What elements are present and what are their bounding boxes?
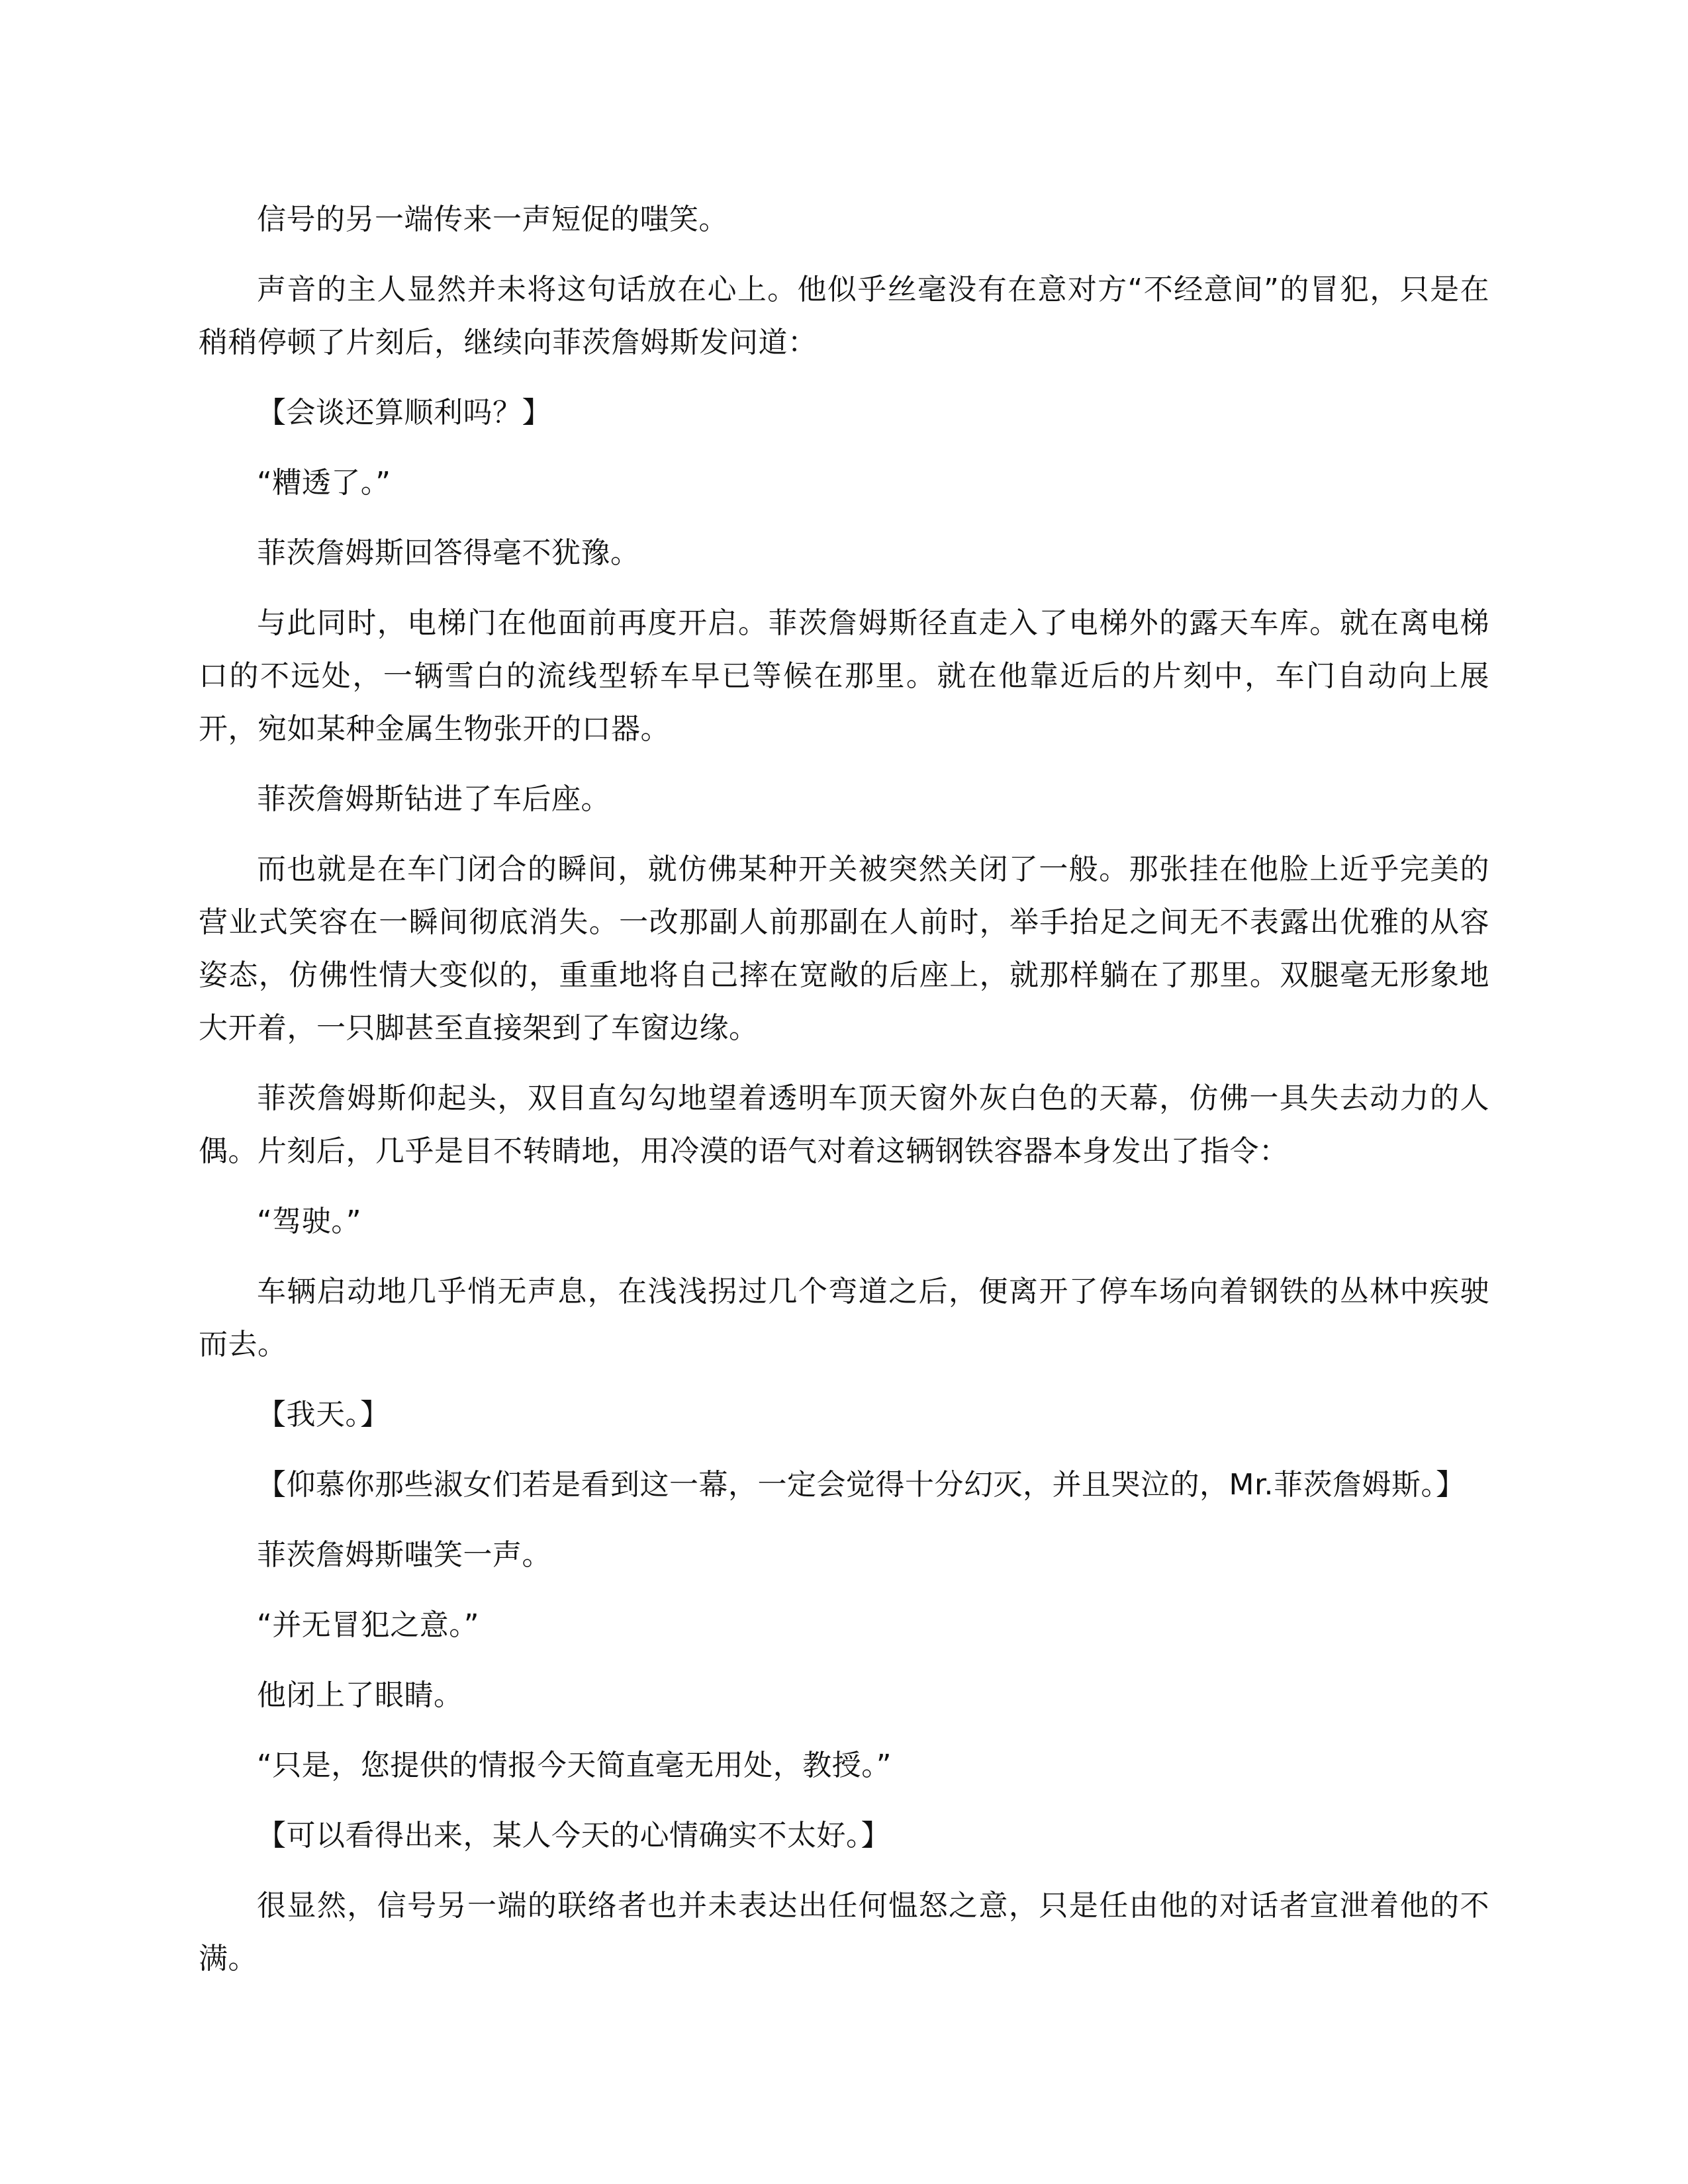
paragraph: 车辆启动地几乎悄无声息，在浅浅拐过几个弯道之后，便离开了停车场向着钢铁的丛林中疾驶而去。 xyxy=(199,1275,1489,1361)
paragraph: 菲茨詹姆斯仰起头，双目直勾勾地望着透明车顶天窗外灰白色的天幕，仿佛一具失去动力的人偶。片刻后，几乎是目不转睛地，用冷漠的语气对着这辆钢铁容器本身发出了指令： xyxy=(199,1081,1489,1168)
paragraph: 菲茨詹姆斯回答得毫不犹豫。 xyxy=(257,536,640,570)
paragraph: 【我天。】 xyxy=(257,1398,390,1432)
paragraph: 与此同时，电梯门在他面前再度开启。菲茨詹姆斯径直走入了电梯外的露天车库。就在离电梯口的不远处，一辆雪白的流线型轿车早已等候在那里。就在他靠近后的片刻中，车门自动向上展开，宛如某种金属生物张开的口器。 xyxy=(199,606,1489,746)
paragraph: 信号的另一端传来一声短促的嗤笑。 xyxy=(257,203,728,236)
paragraph: “并无冒犯之意。” xyxy=(257,1608,480,1642)
paragraph: 他闭上了眼睛。 xyxy=(257,1678,463,1712)
paragraph: 【可以看得出来，某人今天的心情确实不太好。】 xyxy=(257,1819,890,1852)
paragraph: 【会谈还算顺利吗？】 xyxy=(257,396,551,430)
paragraph: “驾驶。” xyxy=(257,1205,362,1238)
paragraph: 【仰慕你那些淑女们若是看到这一幕，一定会觉得十分幻灭，并且哭泣的，Mr.菲茨詹姆斯。】 xyxy=(257,1468,1466,1502)
paragraph: “糟透了。” xyxy=(257,466,391,500)
document-page xyxy=(199,193,1489,2003)
paragraph: 而也就是在车门闭合的瞬间，就仿佛某种开关被突然关闭了一般。那张挂在他脸上近乎完美的营业式笑容在一瞬间彻底消失。一改那副人前那副在人前时，举手抬足之间无不表露出优雅的从容姿态，仿佛性情大变似的，重重地将自己摔在宽敞的后座上，就那样躺在了那里。双腿毫无形象地大开着，一只脚甚至直接架到了车窗边缘。 xyxy=(199,852,1489,1045)
paragraph: 声音的主人显然并未将这句话放在心上。他似乎丝毫没有在意对方“不经意间”的冒犯，只是在稍稍停顿了片刻后，继续向菲茨詹姆斯发问道： xyxy=(199,273,1489,359)
paragraph: 菲茨詹姆斯嗤笑一声。 xyxy=(257,1538,551,1572)
paragraph: 菲茨詹姆斯钻进了车后座。 xyxy=(257,782,610,816)
paragraph: “只是，您提供的情报今天简直毫无用处，教授。” xyxy=(257,1749,892,1782)
paragraph: 很显然，信号另一端的联络者也并未表达出任何愠怒之意，只是任由他的对话者宣泄着他的不满。 xyxy=(199,1889,1489,1976)
